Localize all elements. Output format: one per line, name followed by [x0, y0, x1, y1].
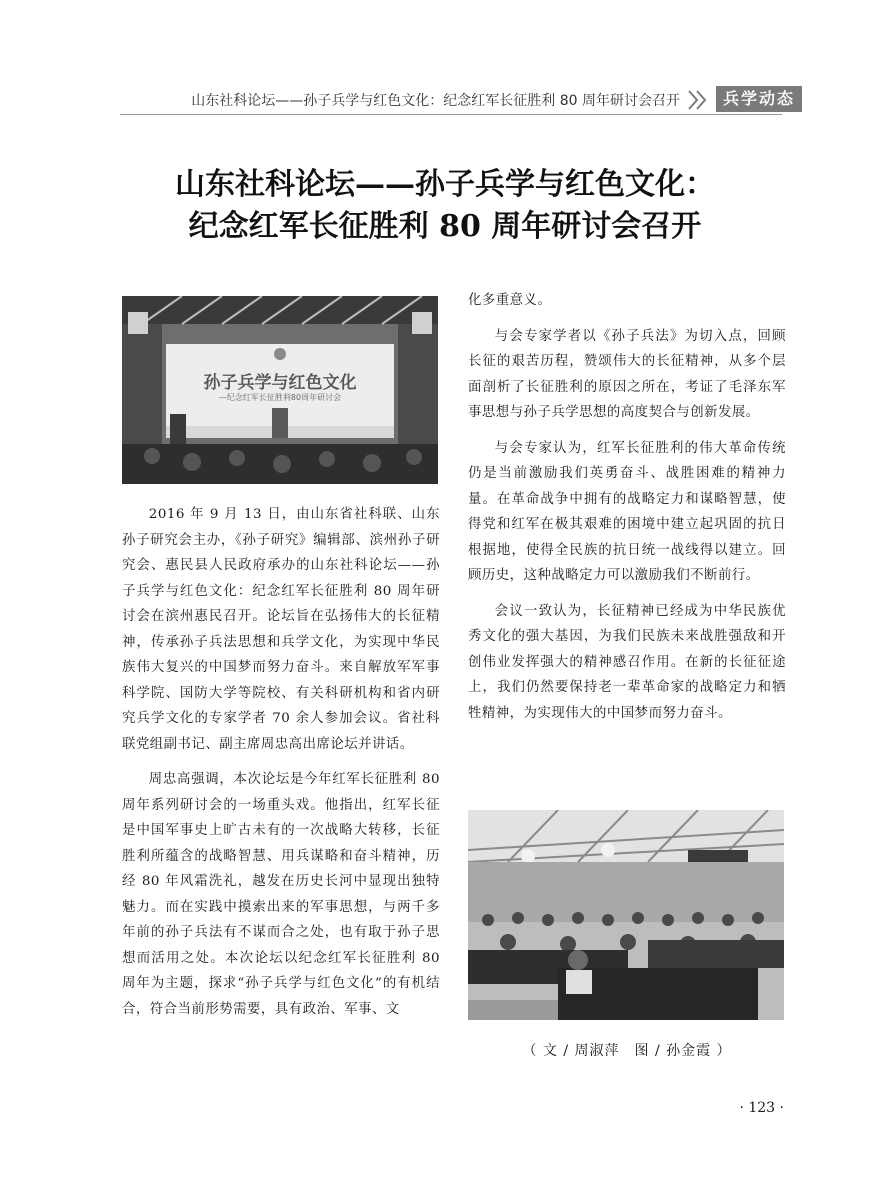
photo-credit: （ 文 / 周淑萍 图 / 孙金霞 ）: [522, 1043, 732, 1059]
article-title-line-2: 纪念红军长征胜利 80 周年研讨会召开: [188, 209, 702, 244]
page-number: · 123 ·: [739, 1100, 784, 1116]
paragraph: 与会专家学者以《孙子兵法》为切入点，回顾长征的艰苦历程，赞颂伟大的长征精神，从多个层面剖析了长征胜利的原因之所在，考证了毛泽东军事思想与孙子兵学思想的高度契合与创新发展。: [468, 328, 786, 420]
left-text-column: [122, 502, 440, 1032]
conference-stage-photo: [122, 296, 438, 484]
paragraph: 2016 年 9 月 13 日，由山东省社科联、山东孙子研究会主办，《孙子研究》编辑部、滨州孙子研究会、惠民县人民政府承办的山东社科论坛——孙子兵学与红色文化：纪念红军长征胜利 80 周年研讨会在滨州惠民召开。论坛旨在弘扬伟大的长征精神，传承孙子兵法思想和兵学文化，为实现中华民族伟大复兴的中国梦而努力奋斗。来自解放军军事科学院、国防大学等院校、有关科研机构和省内研究兵学文化的专家学者 70 余人参加会议。省社科联党组副书记、副主席周忠高出席论坛并讲话。: [122, 507, 440, 752]
right-text-column: [468, 288, 786, 736]
double-chevron-icon: [686, 88, 710, 112]
paragraph-continuation: 化多重意义。: [468, 293, 552, 308]
backdrop-title: 孙子兵学与红色文化: [203, 373, 357, 393]
article-title: [100, 164, 790, 248]
paragraph: 与会专家认为，红军长征胜利的伟大革命传统仍是当前激励我们英勇奋斗、战胜困难的精神力量。在革命战争中拥有的战略定力和谋略智慧，使得党和红军在极其艰难的困境中建立起巩固的抗日根据地，使得全民族的抗日统一战线得以建立。回顾历史，这种战略定力可以激励我们不断前行。: [468, 440, 786, 583]
paragraph: 周忠高强调，本次论坛是今年红军长征胜利 80 周年系列研讨会的一场重头戏。他指出，红军长征是中国军事史上旷古未有的一次战略大转移，长征胜利所蕴含的战略智慧、用兵谋略和奋斗精神，历经 80 年风霜洗礼，越发在历史长河中显现出独特魅力。而在实践中摸索出来的军事思想，与两千多年前的孙子兵法有不谋而合之处，也有取于孙子思想而活用之处。本次论坛以纪念红军长征胜利 80 周年为主题，探求“孙子兵学与红色文化”的有机结合，符合当前形势需要，具有政治、军事、文: [122, 772, 440, 1017]
section-tag: 兵学动态: [716, 86, 802, 112]
running-header: [120, 86, 795, 115]
backdrop-subtitle: —纪念红军长征胜利80周年研讨会: [218, 393, 342, 402]
running-title: 山东社科论坛——孙子兵学与红色文化：纪念红军长征胜利 80 周年研讨会召开: [191, 93, 680, 109]
audience-photo: [468, 810, 784, 1020]
paragraph: 会议一致认为，长征精神已经成为中华民族优秀文化的强大基因，为我们民族未来战胜强敌和开创伟业发挥强大的精神感召作用。在新的长征征途上，我们仍然要保持老一辈革命家的战略定力和牺牲精神，为实现伟大的中国梦而努力奋斗。: [468, 603, 786, 721]
article-title-line-1: 山东社科论坛——孙子兵学与红色文化：: [175, 167, 715, 202]
